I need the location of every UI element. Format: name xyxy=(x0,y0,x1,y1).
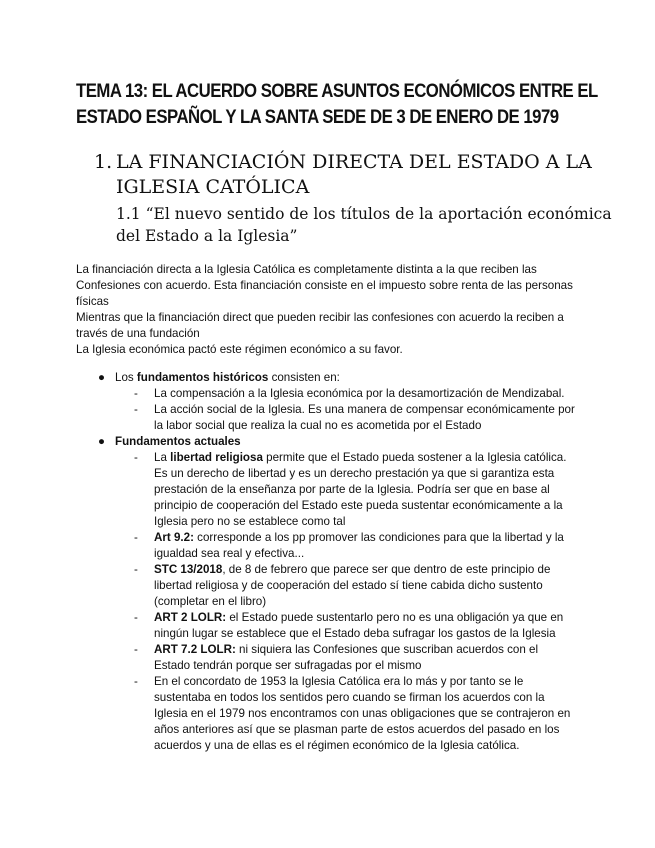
sub-list-item: - La acción social de la Iglesia. Es una manera de compensar económicamente por la labor social que realiza la cual no es acometida por el Estado xyxy=(134,403,575,432)
dash-icon: - xyxy=(134,531,138,544)
dash-icon: - xyxy=(134,611,138,624)
document-title: TEMA 13: EL ACUERDO SOBRE ASUNTOS ECONÓMICOS ENTRE EL ESTADO ESPAÑOL Y LA SANTA SEDE DE 3 DE ENERO DE 1979 xyxy=(76,80,598,128)
dash-icon: - xyxy=(134,563,138,576)
bullet-icon: ● xyxy=(98,371,106,384)
dash-icon: - xyxy=(134,451,138,464)
list-item-historicos: ● Los fundamentos históricos consisten en: xyxy=(98,371,340,384)
sub-list-item: - STC 13/2018, de 8 de febrero que parece ser que dentro de este principio de libertad religiosa y de cooperación del estado sí tiene cabida dicho sustento (completar en el libro) xyxy=(134,563,551,608)
paragraph: La financiación directa a la Iglesia Católica es completamente distinta a la que reciben las Confesiones con acuerdo. Esta financiación consiste en el impuesto sobre renta de las personas físicas xyxy=(76,263,573,308)
sub-list-item: - ART 7.2 LOLR: ni siquiera las Confesiones que suscriban acuerdos con el Estado tendrán porque ser sufragadas por el mismo xyxy=(134,643,539,672)
intro-paragraphs xyxy=(76,262,576,358)
bullet-icon: ● xyxy=(98,435,106,448)
heading-2: 1.1 “El nuevo sentido de los títulos de la aportación económica del Estado a la Iglesia” xyxy=(116,205,612,245)
paragraph: La Iglesia económica pactó este régimen económico a su favor. xyxy=(76,343,403,356)
sub-list-item: - La compensación a la Iglesia económica por la desamortización de Mendizabal. xyxy=(134,387,565,400)
paragraph: Mientras que la financiación direct que pueden recibir las confesiones con acuerdo la reciben a través de una fundación xyxy=(76,311,564,340)
heading-1-number: 1. xyxy=(94,151,113,173)
heading-1-text: LA FINANCIACIÓN DIRECTA DEL ESTADO A LA IGLESIA CATÓLICA xyxy=(116,151,592,198)
dash-icon: - xyxy=(134,675,138,688)
list-item-actuales: ● Fundamentos actuales xyxy=(98,435,241,448)
bullet-list xyxy=(76,370,576,754)
dash-icon: - xyxy=(134,387,138,400)
sub-list-item: - Art 9.2: corresponde a los pp promover las condiciones para que la libertad y la igualdad sea real y efectiva... xyxy=(134,531,564,560)
sub-list-item: - ART 2 LOLR: el Estado puede sustentarlo pero no es una obligación ya que en ningún lugar se establece que el Estado deba sufragar los gastos de la Iglesia xyxy=(134,611,564,640)
sub-list-item: - En el concordato de 1953 la Iglesia Católica era lo más y por tanto se le sustentaba en todos los sentidos pero cuando se firman los acuerdos con la Iglesia en el 1979 nos encontramos con unas obligaciones que se contrajeron en años anteriores así que se plasman parte de estos acuerdos del pasado en los acuerdos y una de ellas es el régimen económico de la Iglesia católica. xyxy=(134,675,571,752)
sub-list-item: - La libertad religiosa permite que el Estado pueda sostener a la Iglesia católica. Es un derecho de libertad y es un derecho prestación ya que si garantiza esta prestación de la enseñanza por parte de la Iglesia. Podría ser que en base al principio de cooperación del Estado este pueda sustentar económicamente a la Iglesia pero no se establece como tal xyxy=(134,451,567,528)
dash-icon: - xyxy=(134,643,138,656)
heading-1 xyxy=(94,150,594,200)
dash-icon: - xyxy=(134,403,138,416)
